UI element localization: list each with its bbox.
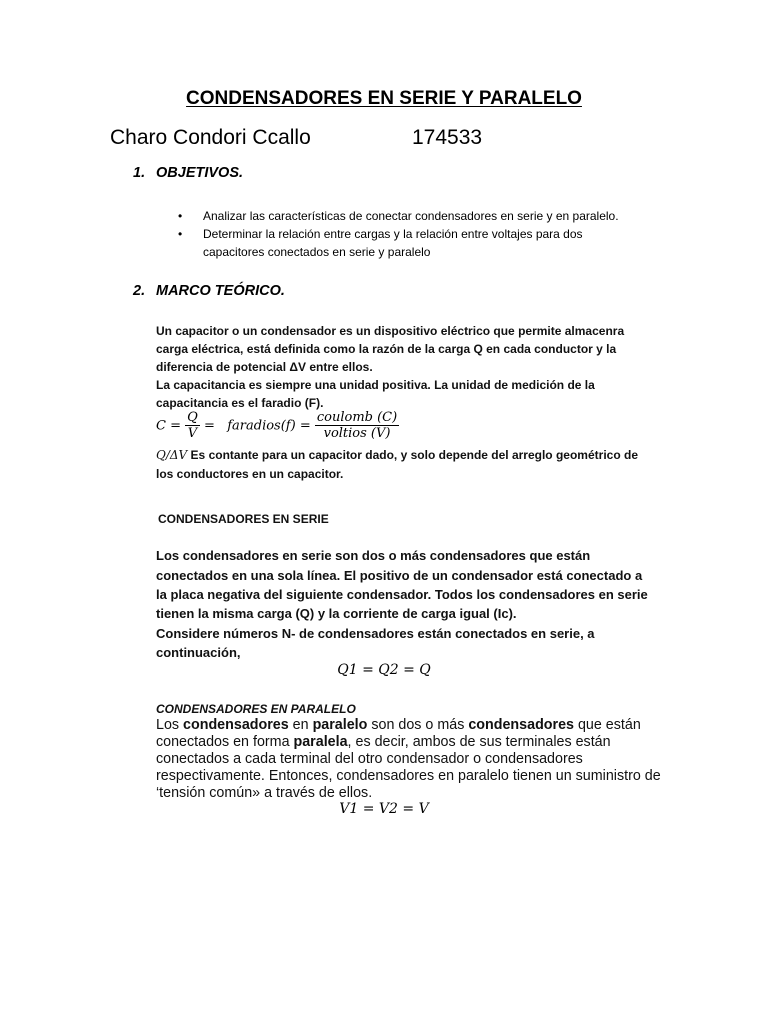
ratio-text: Es contante para un capacitor dado, y solo depende del arreglo geométrico de xyxy=(187,448,638,462)
section-heading-objetivos xyxy=(133,165,243,181)
student-id: 174533 xyxy=(412,126,483,149)
paragraph-line: conectados en una sola línea. El positivo de un condensador está conectado a xyxy=(156,568,643,583)
formula-lhs: C = xyxy=(156,418,181,434)
paralelo-line: conectados en forma paralela, es decir, ambos de sus terminales están xyxy=(156,734,611,750)
formula-mid: = faradios(f) = xyxy=(203,418,311,434)
fraction-coulomb-over-voltios: $\frac{\text{coulomb (C)}}{\text{voltios (V)}}$ xyxy=(316,410,398,441)
paralelo-line: conectados a cada terminal del otro condensador o condensadores xyxy=(156,751,583,767)
paragraph-line: la placa negativa del siguiente condensador. Todos los condensadores en serie xyxy=(156,587,648,602)
fraction-q-over-v: $\frac{Q}{V}$ xyxy=(187,410,198,441)
paragraph-line: Los condensadores en serie son dos o más condensadores que están xyxy=(156,548,591,563)
subheading-serie: CONDENSADORES EN SERIE xyxy=(158,512,329,526)
paragraph-line: diferencia de potencial ΔV entre ellos. xyxy=(156,360,373,374)
bullet-icon: • xyxy=(178,209,183,223)
ratio-symbol: Q/ΔV xyxy=(156,448,188,462)
section-heading-marco-teorico xyxy=(133,283,285,299)
equation-paralelo: V1 = V2 = V xyxy=(339,801,429,817)
paragraph-line: capacitancia es el faradio (F). xyxy=(156,396,324,410)
paragraph-line: carga eléctrica, está definida como la razón de la carga Q en cada conductor y la xyxy=(156,342,617,356)
section-number: 2. xyxy=(133,283,146,299)
bullet-text: Analizar las características de conectar condensadores en serie y en paralelo. xyxy=(203,209,619,223)
capacitance-formula xyxy=(156,411,399,441)
paralelo-line: ‘tensión común» a través de ellos. xyxy=(156,785,373,801)
paragraph-line: Considere números N- de condensadores están conectados en serie, a xyxy=(156,626,595,641)
section-title: MARCO TEÓRICO. xyxy=(156,283,285,299)
bullet-item xyxy=(178,207,619,225)
paragraph-line: La capacitancia es siempre una unidad positiva. La unidad de medición de la xyxy=(156,378,595,392)
paralelo-line: Los condensadores en paralelo son dos o más condensadores que están xyxy=(156,717,641,733)
bullet-item xyxy=(178,225,583,243)
bullet-continuation: capacitores conectados en serie y paralelo xyxy=(203,245,431,259)
author-name: Charo Condori Ccallo xyxy=(110,126,311,149)
equation-serie: Q1 = Q2 = Q xyxy=(337,662,431,678)
ratio-line xyxy=(156,446,638,464)
paragraph-line: Un capacitor o un condensador es un dispositivo eléctrico que permite almacenra xyxy=(156,324,625,338)
bullet-icon: • xyxy=(178,227,183,241)
bullet-text: Determinar la relación entre cargas y la relación entre voltajes para dos xyxy=(203,227,583,241)
paragraph-line: los conductores en un capacitor. xyxy=(156,467,344,481)
section-title: OBJETIVOS. xyxy=(156,165,244,181)
section-number: 1. xyxy=(133,165,146,181)
paragraph-line: tienen la misma carga (Q) y la corriente de carga igual (Ic). xyxy=(156,606,517,621)
subheading-paralelo: CONDENSADORES EN PARALELO xyxy=(156,702,356,716)
page-title: CONDENSADORES EN SERIE Y PARALELO xyxy=(186,88,582,109)
paralelo-line: respectivamente. Entonces, condensadores en paralelo tienen un suministro de xyxy=(156,768,661,784)
paragraph-line: continuación, xyxy=(156,645,241,660)
